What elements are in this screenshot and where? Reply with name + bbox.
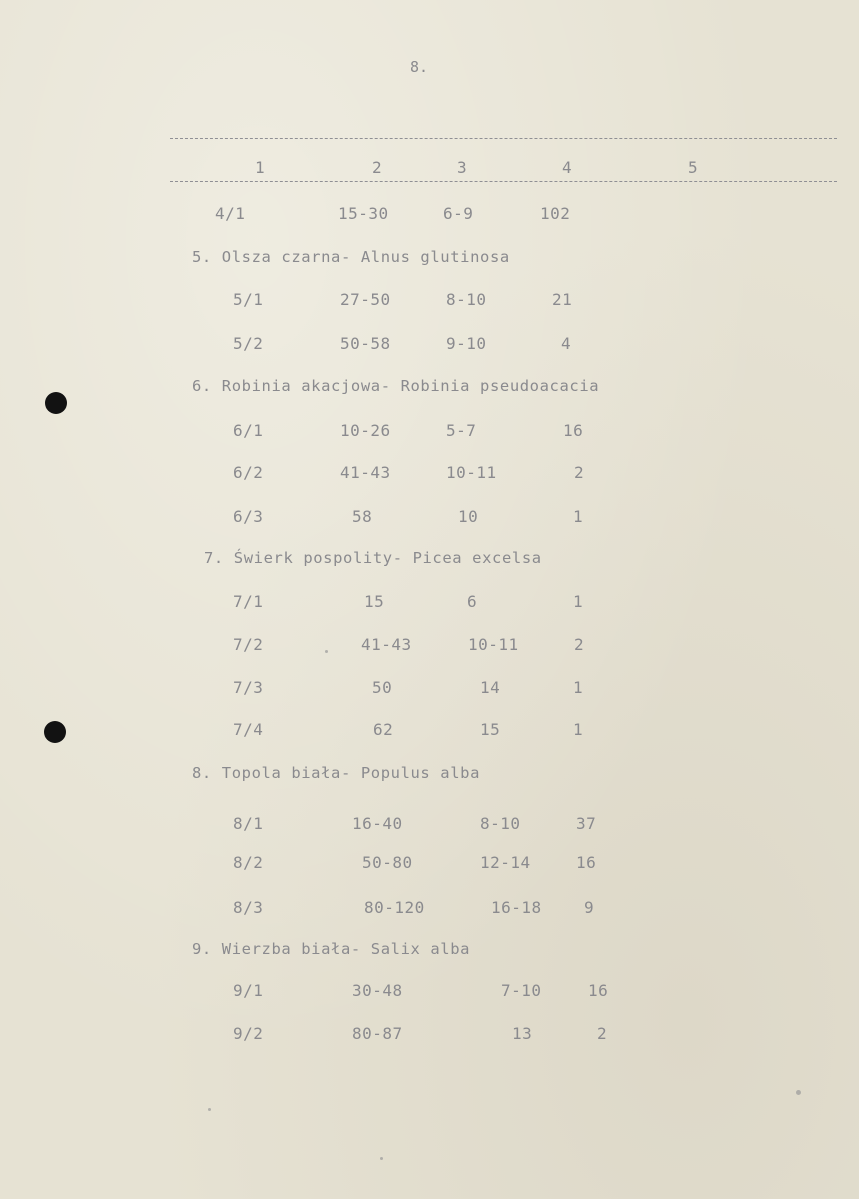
paper-speck — [796, 1090, 801, 1095]
cell-col-4: 1 — [573, 507, 584, 526]
cell-col-3: 5-7 — [446, 421, 477, 440]
cell-col-2: 50 — [372, 678, 393, 697]
cell-number: 7/4 — [233, 720, 264, 739]
cell-col-3: 8-10 — [446, 290, 487, 309]
cell-col-3: 16-18 — [491, 898, 542, 917]
cell-col-4: 4 — [561, 334, 572, 353]
cell-col-4: 37 — [576, 814, 597, 833]
cell-col-3: 9-10 — [446, 334, 487, 353]
species-heading: 7. Świerk pospolity- Picea excelsa — [204, 549, 542, 567]
cell-number: 8/2 — [233, 853, 264, 872]
cell-col-2: 41-43 — [361, 635, 412, 654]
table-header-rule — [170, 181, 837, 182]
cell-number: 9/1 — [233, 981, 264, 1000]
page-number: 8. — [410, 58, 429, 76]
cell-number: 6/3 — [233, 507, 264, 526]
header-col-1: 1 — [255, 158, 266, 177]
cell-col-2: 80-87 — [352, 1024, 403, 1043]
species-heading: 9. Wierzba biała- Salix alba — [192, 940, 471, 958]
cell-col-3: 13 — [512, 1024, 533, 1043]
paper-speck — [380, 1157, 383, 1160]
cell-col-2: 15 — [364, 592, 385, 611]
cell-number: 8/1 — [233, 814, 264, 833]
cell-number: 8/3 — [233, 898, 264, 917]
cell-col-4: 1 — [573, 592, 584, 611]
cell-col-2: 15-30 — [338, 204, 389, 223]
cell-number: 7/2 — [233, 635, 264, 654]
header-col-4: 4 — [562, 158, 573, 177]
cell-number: 7/3 — [233, 678, 264, 697]
cell-col-3: 14 — [480, 678, 501, 697]
cell-number: 7/1 — [233, 592, 264, 611]
cell-col-4: 2 — [574, 463, 585, 482]
cell-col-4: 2 — [574, 635, 585, 654]
cell-col-2: 50-58 — [340, 334, 391, 353]
cell-col-2: 27-50 — [340, 290, 391, 309]
cell-col-3: 10-11 — [446, 463, 497, 482]
cell-col-3: 15 — [480, 720, 501, 739]
species-heading: 8. Topola biała- Populus alba — [192, 764, 481, 782]
cell-number: 6/1 — [233, 421, 264, 440]
cell-col-3: 10 — [458, 507, 479, 526]
cell-number: 5/1 — [233, 290, 264, 309]
cell-col-4: 16 — [576, 853, 597, 872]
paper-speck — [325, 650, 328, 653]
header-col-3: 3 — [457, 158, 468, 177]
cell-col-4: 1 — [573, 678, 584, 697]
cell-col-3: 12-14 — [480, 853, 531, 872]
header-col-5: 5 — [688, 158, 699, 177]
cell-col-2: 16-40 — [352, 814, 403, 833]
cell-col-3: 10-11 — [468, 635, 519, 654]
cell-number: 9/2 — [233, 1024, 264, 1043]
cell-col-4: 16 — [563, 421, 584, 440]
cell-col-2: 62 — [373, 720, 394, 739]
cell-col-4: 102 — [540, 204, 571, 223]
cell-col-2: 80-120 — [364, 898, 425, 917]
header-col-2: 2 — [372, 158, 383, 177]
cell-col-2: 41-43 — [340, 463, 391, 482]
cell-col-3: 8-10 — [480, 814, 521, 833]
cell-col-2: 58 — [352, 507, 373, 526]
cell-col-4: 21 — [552, 290, 573, 309]
cell-col-3: 7-10 — [501, 981, 542, 1000]
cell-col-2: 10-26 — [340, 421, 391, 440]
paper-speck — [208, 1108, 211, 1111]
cell-number: 5/2 — [233, 334, 264, 353]
cell-col-2: 30-48 — [352, 981, 403, 1000]
cell-col-4: 2 — [597, 1024, 608, 1043]
cell-col-4: 1 — [573, 720, 584, 739]
cell-col-2: 50-80 — [362, 853, 413, 872]
species-heading: 6. Robinia akacjowa- Robinia pseudoacacia — [192, 377, 600, 395]
cell-number: 6/2 — [233, 463, 264, 482]
cell-number: 4/1 — [215, 204, 246, 223]
table-top-rule — [170, 138, 837, 139]
cell-col-3: 6-9 — [443, 204, 474, 223]
punch-hole-bottom — [44, 721, 66, 743]
punch-hole-top — [45, 392, 67, 414]
species-heading: 5. Olsza czarna- Alnus glutinosa — [192, 248, 510, 266]
cell-col-4: 9 — [584, 898, 595, 917]
cell-col-4: 16 — [588, 981, 609, 1000]
cell-col-3: 6 — [467, 592, 478, 611]
